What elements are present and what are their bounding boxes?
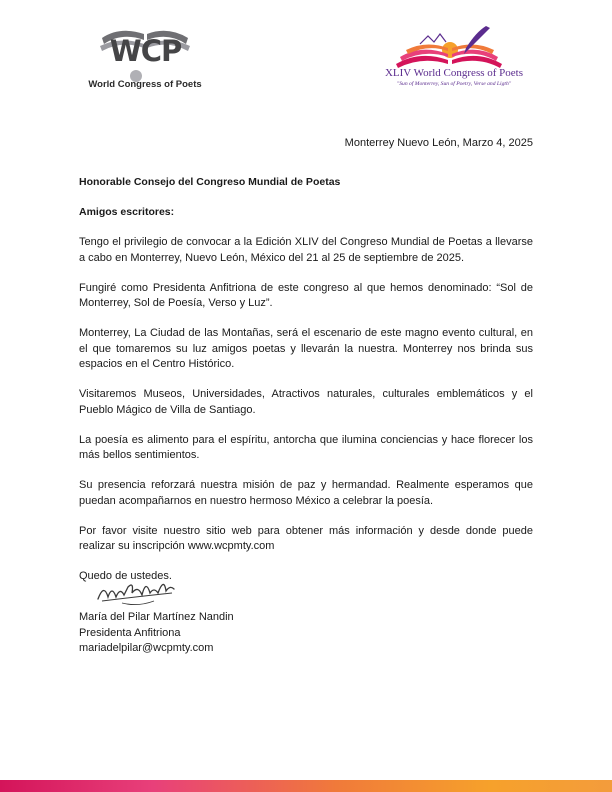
paragraph: Monterrey, La Ciudad de las Montañas, será el escenario de este magno evento cultural, en el que tomaremos su luz amigos poetas y llevarán la nuestra. Monterrey nos brinda sus espacios en el Centro Histórico. <box>79 327 533 370</box>
salutation: Amigos escritores: <box>79 206 175 218</box>
paragraph: Por favor visite nuestro sitio web para obtener más información y desde donde puede realizar su inscripción www.wcpmty.com <box>79 524 533 552</box>
wcp-logo-caption: World Congress of Poets <box>88 79 202 90</box>
closing: Quedo de ustedes. <box>79 570 172 582</box>
handwritten-signature <box>94 573 184 609</box>
signer-email: mariadelpilar@wcpmty.com <box>79 642 214 654</box>
signer-name: María del Pilar Martínez Nandin <box>79 611 234 623</box>
date-line: Monterrey Nuevo León, Marzo 4, 2025 <box>344 137 533 149</box>
footer-gradient-bar <box>0 780 612 792</box>
paragraph: Visitaremos Museos, Universidades, Atractivos naturales, culturales emblemáticos y el Pueblo Mágico de Villa de Santiago. <box>79 388 533 416</box>
wcp-mark-text: WCP <box>109 34 182 68</box>
book-quill-icon <box>390 24 510 68</box>
xliv-logo-subtitle: "Sun of Monterrey, Sun of Poetry, Verse and Ligth" <box>396 81 512 87</box>
xliv-logo-title: XLIV World Congress of Poets <box>384 67 524 79</box>
addressee: Honorable Consejo del Congreso Mundial de Poetas <box>79 176 341 188</box>
paragraph: La poesía es alimento para el espíritu, antorcha que ilumina conciencias y hace florecer los más bellos sentimientos. <box>79 433 533 461</box>
paragraph: Fungiré como Presidenta Anfitriona de este congreso al que hemos denominado: “Sol de Monterrey, Sol de Poesía, Verso y Luz”. <box>79 281 533 309</box>
signer-block <box>79 610 234 657</box>
wcp-logo <box>80 22 210 94</box>
paragraph: Tengo el privilegio de convocar a la Edición XLIV del Congreso Mundial de Poetas a llevarse a cabo en Monterrey, Nuevo León, México del 21 al 25 de septiembre de 2025. <box>79 236 533 264</box>
letter-body <box>79 175 533 585</box>
paragraph: Su presencia reforzará nuestra misión de paz y hermandad. Realmente esperamos que puedan acompañarnos en nuestro hermoso México a celebrar la poesía. <box>79 479 533 507</box>
signer-role: Presidenta Anfitriona <box>79 626 181 639</box>
xliv-logo <box>370 24 538 94</box>
